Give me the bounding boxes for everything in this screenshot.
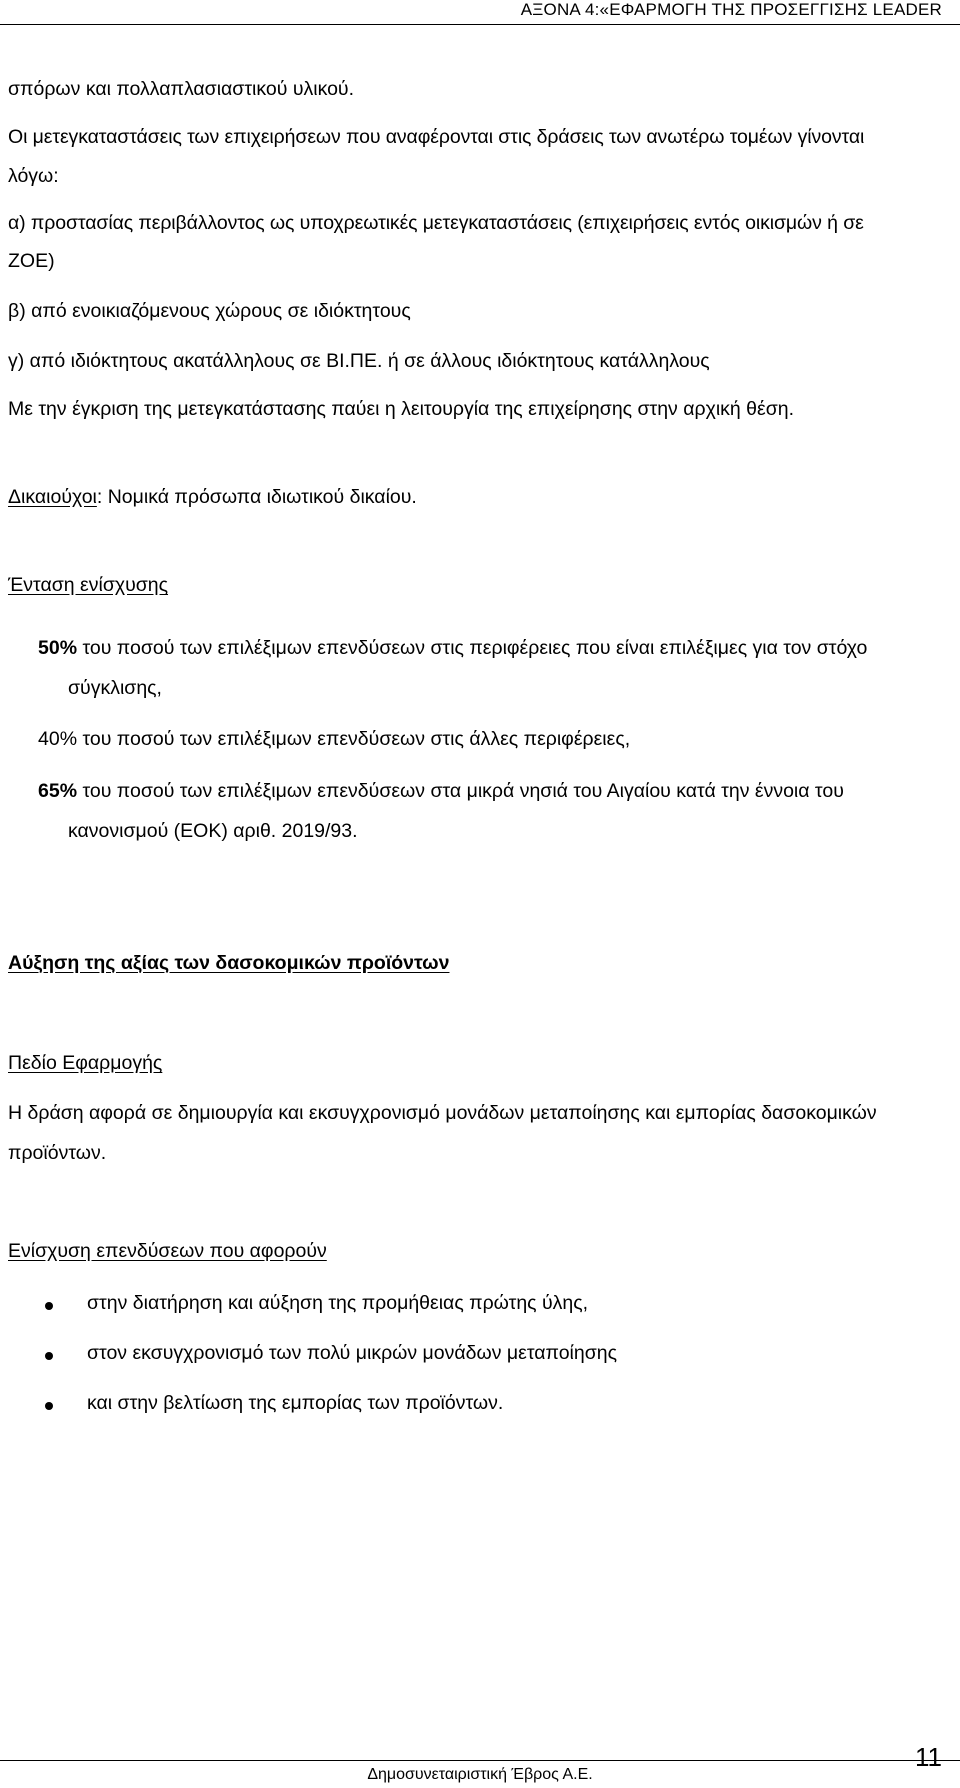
item-b: β) από ενοικιαζόμενους χώρους σε ιδιόκτητους [8,300,411,322]
bullet-dot [45,1302,53,1310]
item-a: α) προστασίας περιβάλλοντος ως υποχρεωτικές μετεγκαταστάσεις (επιχειρήσεις εντός οικισμών ή σε [8,212,864,234]
scope-text-cont: προϊόντων. [8,1142,107,1164]
support-heading: Ενίσχυση επενδύσεων που αφορούν [8,1240,327,1262]
bullet-dot [45,1402,53,1410]
text-line: σπόρων και πολλαπλασιαστικού υλικού. [8,78,355,100]
rate-50-cont: σύγκλισης, [68,677,162,699]
list-item: στην διατήρηση και αύξηση της προμήθειας πρώτης ύλης, [87,1292,589,1314]
page-number: 11 [915,1742,942,1772]
rate-50-pct: 50% [38,637,78,659]
rate-50 [38,637,867,660]
relocation-intro: Οι μετεγκαταστάσεις των επιχειρήσεων που αναφέρονται στις δράσεις των ανωτέρω τομέων γίνονται [8,126,865,148]
scope-text: Η δράση αφορά σε δημιουργία και εκσυγχρονισμό μονάδων μεταποίησης και εμπορίας δασοκομικών [8,1102,877,1124]
relocation-intro-cont: λόγω: [8,165,59,187]
item-c: γ) από ιδιόκτητους ακατάλληλους σε ΒΙ.ΠΕ. ή σε άλλους ιδιόκτητους κατάλληλους [8,350,710,372]
scope-heading: Πεδίο Εφαρμογής [8,1052,163,1074]
bullet-dot [45,1352,53,1360]
rate-65-pct: 65% [38,780,78,802]
list-item: στον εκσυγχρονισμό των πολύ μικρών μονάδων μεταποίησης [87,1342,618,1364]
beneficiaries-text: : Νομικά πρόσωπα ιδιωτικού δικαίου. [96,486,417,508]
rate-65-text: του ποσού των επιλέξιμων επενδύσεων στα μικρά νησιά του Αιγαίου κατά την έννοια του [77,780,844,802]
rate-40: 40% του ποσού των επιλέξιμων επενδύσεων στις άλλες περιφέρειες, [38,728,631,750]
beneficiaries-label: Δικαιούχοι [8,486,97,508]
list-item: και στην βελτίωση της εμπορίας των προϊόντων. [87,1392,504,1414]
intensity-heading: Ένταση ενίσχυσης [8,574,169,596]
beneficiaries-line [8,486,417,509]
footer-rule [0,1760,960,1761]
page-header: ΑΞΟΝΑ 4:«ΕΦΑΡΜΟΓΗ ΤΗΣ ΠΡΟΣΕΓΓΙΣΗΣ LEADER [520,0,942,19]
rate-65 [38,780,844,803]
header-rule [0,24,960,25]
rate-65-cont: κανονισμού (ΕΟΚ) αριθ. 2019/93. [68,820,358,842]
item-a-cont: ΖΟΕ) [8,250,55,272]
section-title: Αύξηση της αξίας των δασοκομικών προϊόντων [8,952,450,974]
approval-text: Με την έγκριση της μετεγκατάστασης παύει η λειτουργία της επιχείρησης στην αρχική θέση. [8,398,795,420]
rate-50-text: του ποσού των επιλέξιμων επενδύσεων στις περιφέρειες που είναι επιλέξιμες για τον στόχο [77,637,868,659]
footer-company: Δημοσυνεταιριστική Έβρος Α.Ε. [367,1766,593,1783]
